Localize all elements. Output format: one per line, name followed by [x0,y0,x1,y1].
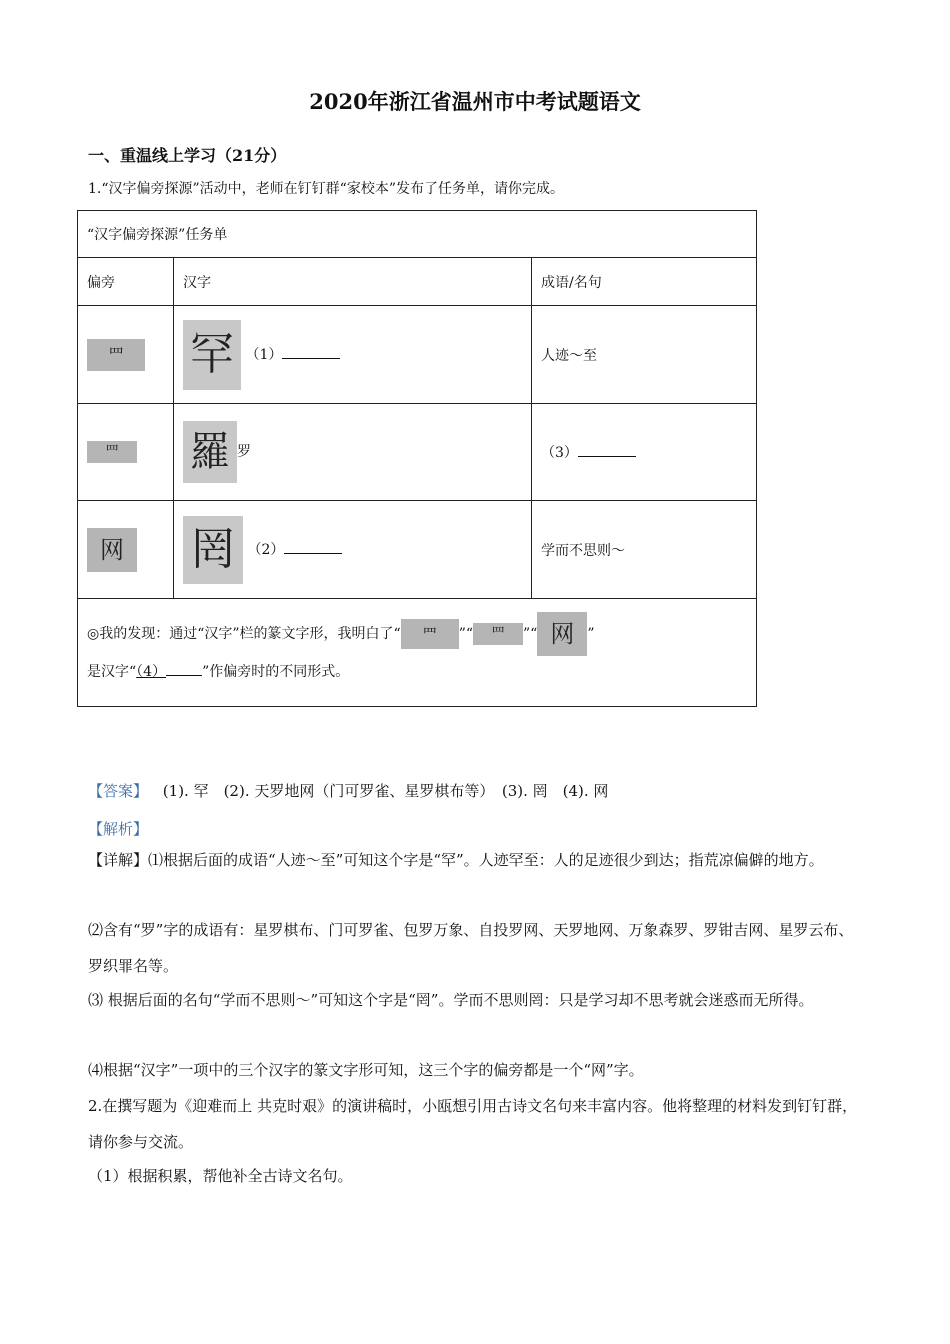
section-heading: 一、重温线上学习（21分） [88,146,287,165]
page-title: 2020年浙江省温州市中考试题语文 [309,89,641,114]
answer-line [88,780,608,801]
answer-tag: 【答案】 [88,782,149,800]
seal-script-image: 羅 [183,421,237,483]
idiom-cell: 学而不思则～ [532,501,757,599]
table-row [78,306,757,404]
answer-blank[interactable]: （4） [136,663,167,680]
blank-label: （3） [541,445,578,461]
radical-glyph-image: 罒 [87,339,145,371]
radical-glyph-image: 网 [87,528,137,572]
radical-glyph-image: 罒 [401,619,459,649]
discovery-line-1: ◎我的发现：通过“汉字”栏的篆文字形，我明白了“ 罒 ”“ 罒 ”“ 网 ” [87,612,747,656]
table-row [78,501,757,599]
discovery-line-2: 是汉字“（4） ”作偏旁时的不同形式。 [87,650,747,694]
radical-cell [78,306,174,404]
idiom-cell: 人迹～至 [532,306,757,404]
answer-blank[interactable] [282,344,340,359]
task-table [77,210,757,707]
question-1-intro: 1.“汉字偏旁探源”活动中，老师在钉钉群“家校本”发布了任务单，请你完成。 [88,181,564,197]
analysis-tag: 【解析】 [88,820,149,838]
discovery-cell [78,599,757,707]
seal-script-image: 罔 [183,516,243,584]
character-cell [174,501,532,599]
radical-cell [78,404,174,501]
header-character: 汉字 [174,258,532,306]
idiom-cell [532,404,757,501]
blank-label: （1） [245,346,283,363]
question-2-sub: （1）根据积累，帮他补全古诗文名句。 [88,1167,353,1185]
radical-glyph-image: 网 [537,612,587,656]
answer-text: (1). 罕 (2). 天罗地网（门可罗雀、星罗棋布等） (3). 罔 (4). 网 [162,782,609,800]
answer-blank[interactable] [284,539,342,554]
character-cell [174,306,532,404]
table-caption: “汉字偏旁探源”任务单 [78,211,757,258]
character-cell [174,404,532,501]
table-row [78,404,757,501]
header-radical: 偏旁 [78,258,174,306]
question-2-intro: 2.在撰写题为《迎难而上 共克时艰》的演讲稿时，小瓯想引用古诗文名句来丰富内容。他将整理的材料发到钉钉群，请你参与交流。 [88,1097,858,1151]
explanation-paragraph: ⑶ 根据后面的名句“学而不思则～”可知这个字是“罔”。学而不思则罔：只是学习却不思考就会迷惑而无所得。 [88,991,814,1009]
blank-label: （2） [247,541,285,558]
explanation-paragraph: ⑷根据“汉字”一项中的三个汉字的篆文字形可知，这三个字的偏旁都是一个“网”字。 [88,1061,644,1079]
explanation-paragraph: ⑵含有“罗”字的成语有：星罗棋布、门可罗雀、包罗万象、自投罗网、天罗地网、万象森罗、罗钳吉网、星罗云布、罗织罪名等。 [88,921,854,975]
answer-blank-line[interactable] [166,661,202,676]
character-label: 罗 [237,444,251,460]
radical-glyph-image: 罒 [87,441,137,463]
answer-blank[interactable] [578,442,636,457]
radical-cell [78,501,174,599]
radical-glyph-image: 罒 [473,623,523,645]
header-idiom: 成语/名句 [532,258,757,306]
explanation-paragraph: 【详解】⑴根据后面的成语“人迹～至”可知这个字是“罕”。人迹罕至：人的足迹很少到达；指荒凉偏僻的地方。 [88,851,824,869]
seal-script-image: 罕 [183,320,241,390]
